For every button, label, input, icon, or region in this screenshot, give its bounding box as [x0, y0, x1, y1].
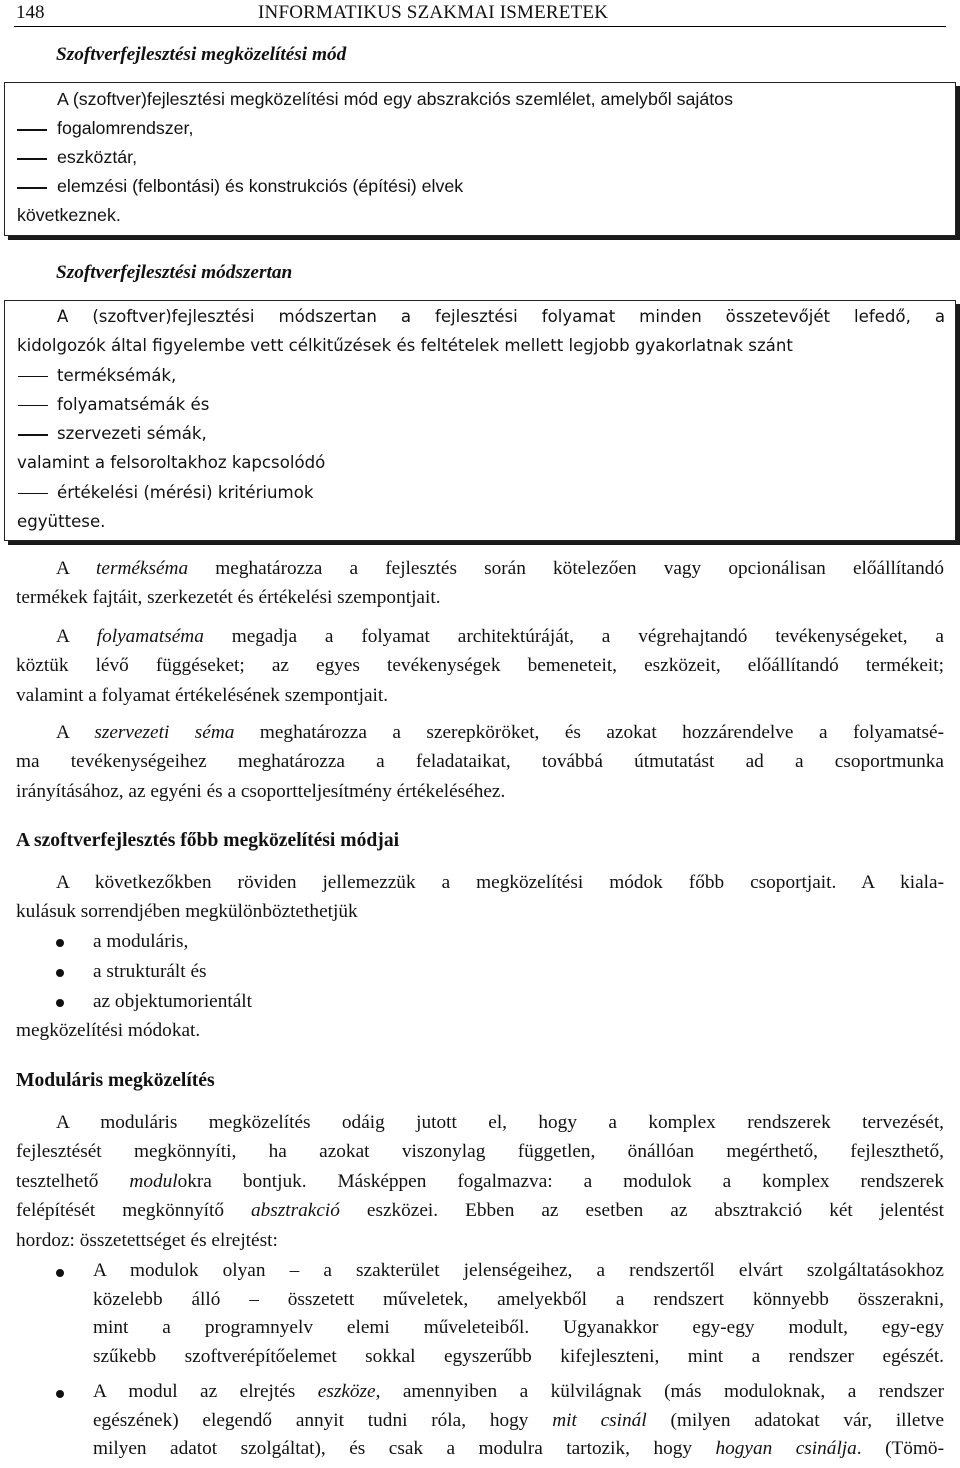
paragraph-approaches-intro: [16, 868, 944, 927]
box2-middle: valamint a felsoroltakhoz kapcsolódó: [17, 453, 326, 473]
paragraph-line: A folyamatséma megadja a folyamat architektúráját, a végrehajtandó tevékenységeket, a: [56, 626, 944, 647]
box1-intro: A (szoftver)fejlesztési megközelítési mód egy abszrakciós szemlélet, amelyből sajátos: [57, 89, 733, 109]
paragraph-line: A termékséma meghatározza a fejlesztés során kötelezően vagy opcionálisan előállítandó: [56, 558, 944, 579]
paragraph-line: felépítését megkönnyítő absztrakció eszközei. Ebben az esetben az absztrakció két jelentést: [16, 1200, 944, 1222]
box1-closing: következnek.: [17, 205, 121, 225]
approaches-list: [16, 927, 944, 1017]
running-header: [14, 0, 946, 27]
paragraph-line: köztük lévő függéseket; az egyes tevékenységek bemeneteit, eszközeit, előállítandó termékeit;: [16, 655, 944, 677]
box1-item: elemzési (felbontási) és konstrukciós (építési) elvek: [5, 172, 955, 201]
list-item: az objektumorientált: [16, 987, 944, 1017]
paragraph-organizational-schema: [16, 718, 944, 806]
approaches-closing: [16, 1016, 944, 1045]
box2-item: értékelési (mérési) kritériumok: [5, 478, 955, 507]
box2-intro-line1: A (szoftver)fejlesztési módszertan a fejlesztési folyamat minden összetevőjét lefedő, a: [57, 307, 945, 326]
paragraph-line: kulásuk sorrendjében megkülönböztethetjük: [16, 901, 358, 923]
emphasis: eszköze: [317, 1380, 376, 1402]
list-item: a moduláris,: [16, 927, 944, 957]
paragraph-modular-intro: [16, 1108, 944, 1255]
paragraph-line: A szervezeti séma meghatározza a szerepköröket, és azokat hozzárendelve a folyamatsé-: [56, 722, 944, 743]
paragraph-line: valamint a folyamat értékelésének szempontjait.: [16, 684, 389, 706]
page-number: 148: [16, 2, 45, 23]
definition-box-approach: [4, 82, 956, 236]
list-item-composition: A modulok olyan – a szakterület jelenségeihez, a rendszertől elvárt szolgáltatásokhoz közelebb álló – összetett műveletek, amelyekből a rendszert könnyebb összerakni, mint a programnyelv elemi műveleteiből. Ugyanakkor egy-egy modult, egy-egy szűkebb szoftverépítőelemet sokkal egyszerűbb kifejleszteni, mint a rendszer egészét.: [16, 1257, 944, 1372]
box1-item: eszköztár,: [5, 143, 955, 172]
paragraph-line: irányításához, az egyéni és a csoportteljesítmény értékeléséhez.: [16, 780, 506, 802]
paragraph-line: hordoz: összetettséget és elrejtést:: [16, 1229, 278, 1251]
list-item-hiding: A modul az elrejtés eszköze, amennyiben a külvilágnak (más moduloknak, a rendszer egészének) elegendő annyit tudni róla, hogy mit csinál (milyen adatokat vár, illetve milyen adatot szolgáltat), és csak a modulra tartozik, hogy hogyan csinálja. (Tömö-: [16, 1378, 944, 1464]
running-title: INFORMATIKUS SZAKMAI ISMERETEK: [258, 2, 609, 23]
paragraph-line: tesztelhető modulokra bontjuk. Másképpen fogalmazva: a modulok a komplex rendszerek: [16, 1170, 945, 1192]
emphasis: termékséma: [96, 558, 189, 579]
paragraph-process-schema: [16, 622, 944, 710]
paragraph-line: megközelítési módokat.: [16, 1020, 201, 1041]
emphasis: mit csinál: [552, 1409, 647, 1431]
box2-heading: Szoftverfejlesztési módszertan: [56, 262, 293, 283]
box1-heading: Szoftverfejlesztési megközelítési mód: [56, 44, 347, 65]
box2-intro-line2: kidolgozók által figyelembe vett célkitűzések és feltételek mellett legjobb gyakorlatnak szánt: [17, 336, 793, 356]
section-title-modular: Moduláris megközelítés: [16, 1070, 215, 1091]
list-item: a strukturált és: [16, 957, 944, 987]
emphasis: szervezeti séma: [94, 722, 235, 743]
paragraph-product-schema: [16, 554, 944, 613]
emphasis: modul: [129, 1170, 178, 1192]
box2-item: folyamatsémák és: [5, 390, 955, 419]
paragraph-line: A moduláris megközelítés odáig jutott el, hogy a komplex rendszerek tervezését,: [56, 1112, 944, 1133]
paragraph-line: A következőkben röviden jellemezzük a megközelítési módok főbb csoportjait. A kiala-: [56, 872, 944, 893]
box1-item: fogalomrendszer,: [5, 114, 955, 143]
paragraph-line: termékek fajtáit, szerkezetét és értékelési szempontjait.: [16, 587, 441, 609]
box2-closing: együttese.: [17, 512, 106, 532]
modular-meaning-list: [16, 1257, 944, 1468]
emphasis: folyamatséma: [96, 626, 204, 647]
box2-item: terméksémák,: [5, 361, 955, 390]
emphasis: hogyan csinálja: [715, 1438, 857, 1460]
definition-box-methodology: [4, 300, 956, 541]
emphasis: absztrakció: [250, 1200, 340, 1222]
section-title-approaches: A szoftverfejlesztés főbb megközelítési módjai: [16, 830, 400, 851]
box2-item: szervezeti sémák,: [5, 419, 955, 448]
paragraph-line: fejlesztését megkönnyíti, ha azokat viszonylag független, önállóan megérthető, fejleszthető,: [16, 1141, 944, 1163]
paragraph-line: ma tevékenységeihez meghatározza a feladataikat, továbbá útmutatást ad a csoportmunka: [16, 751, 944, 773]
